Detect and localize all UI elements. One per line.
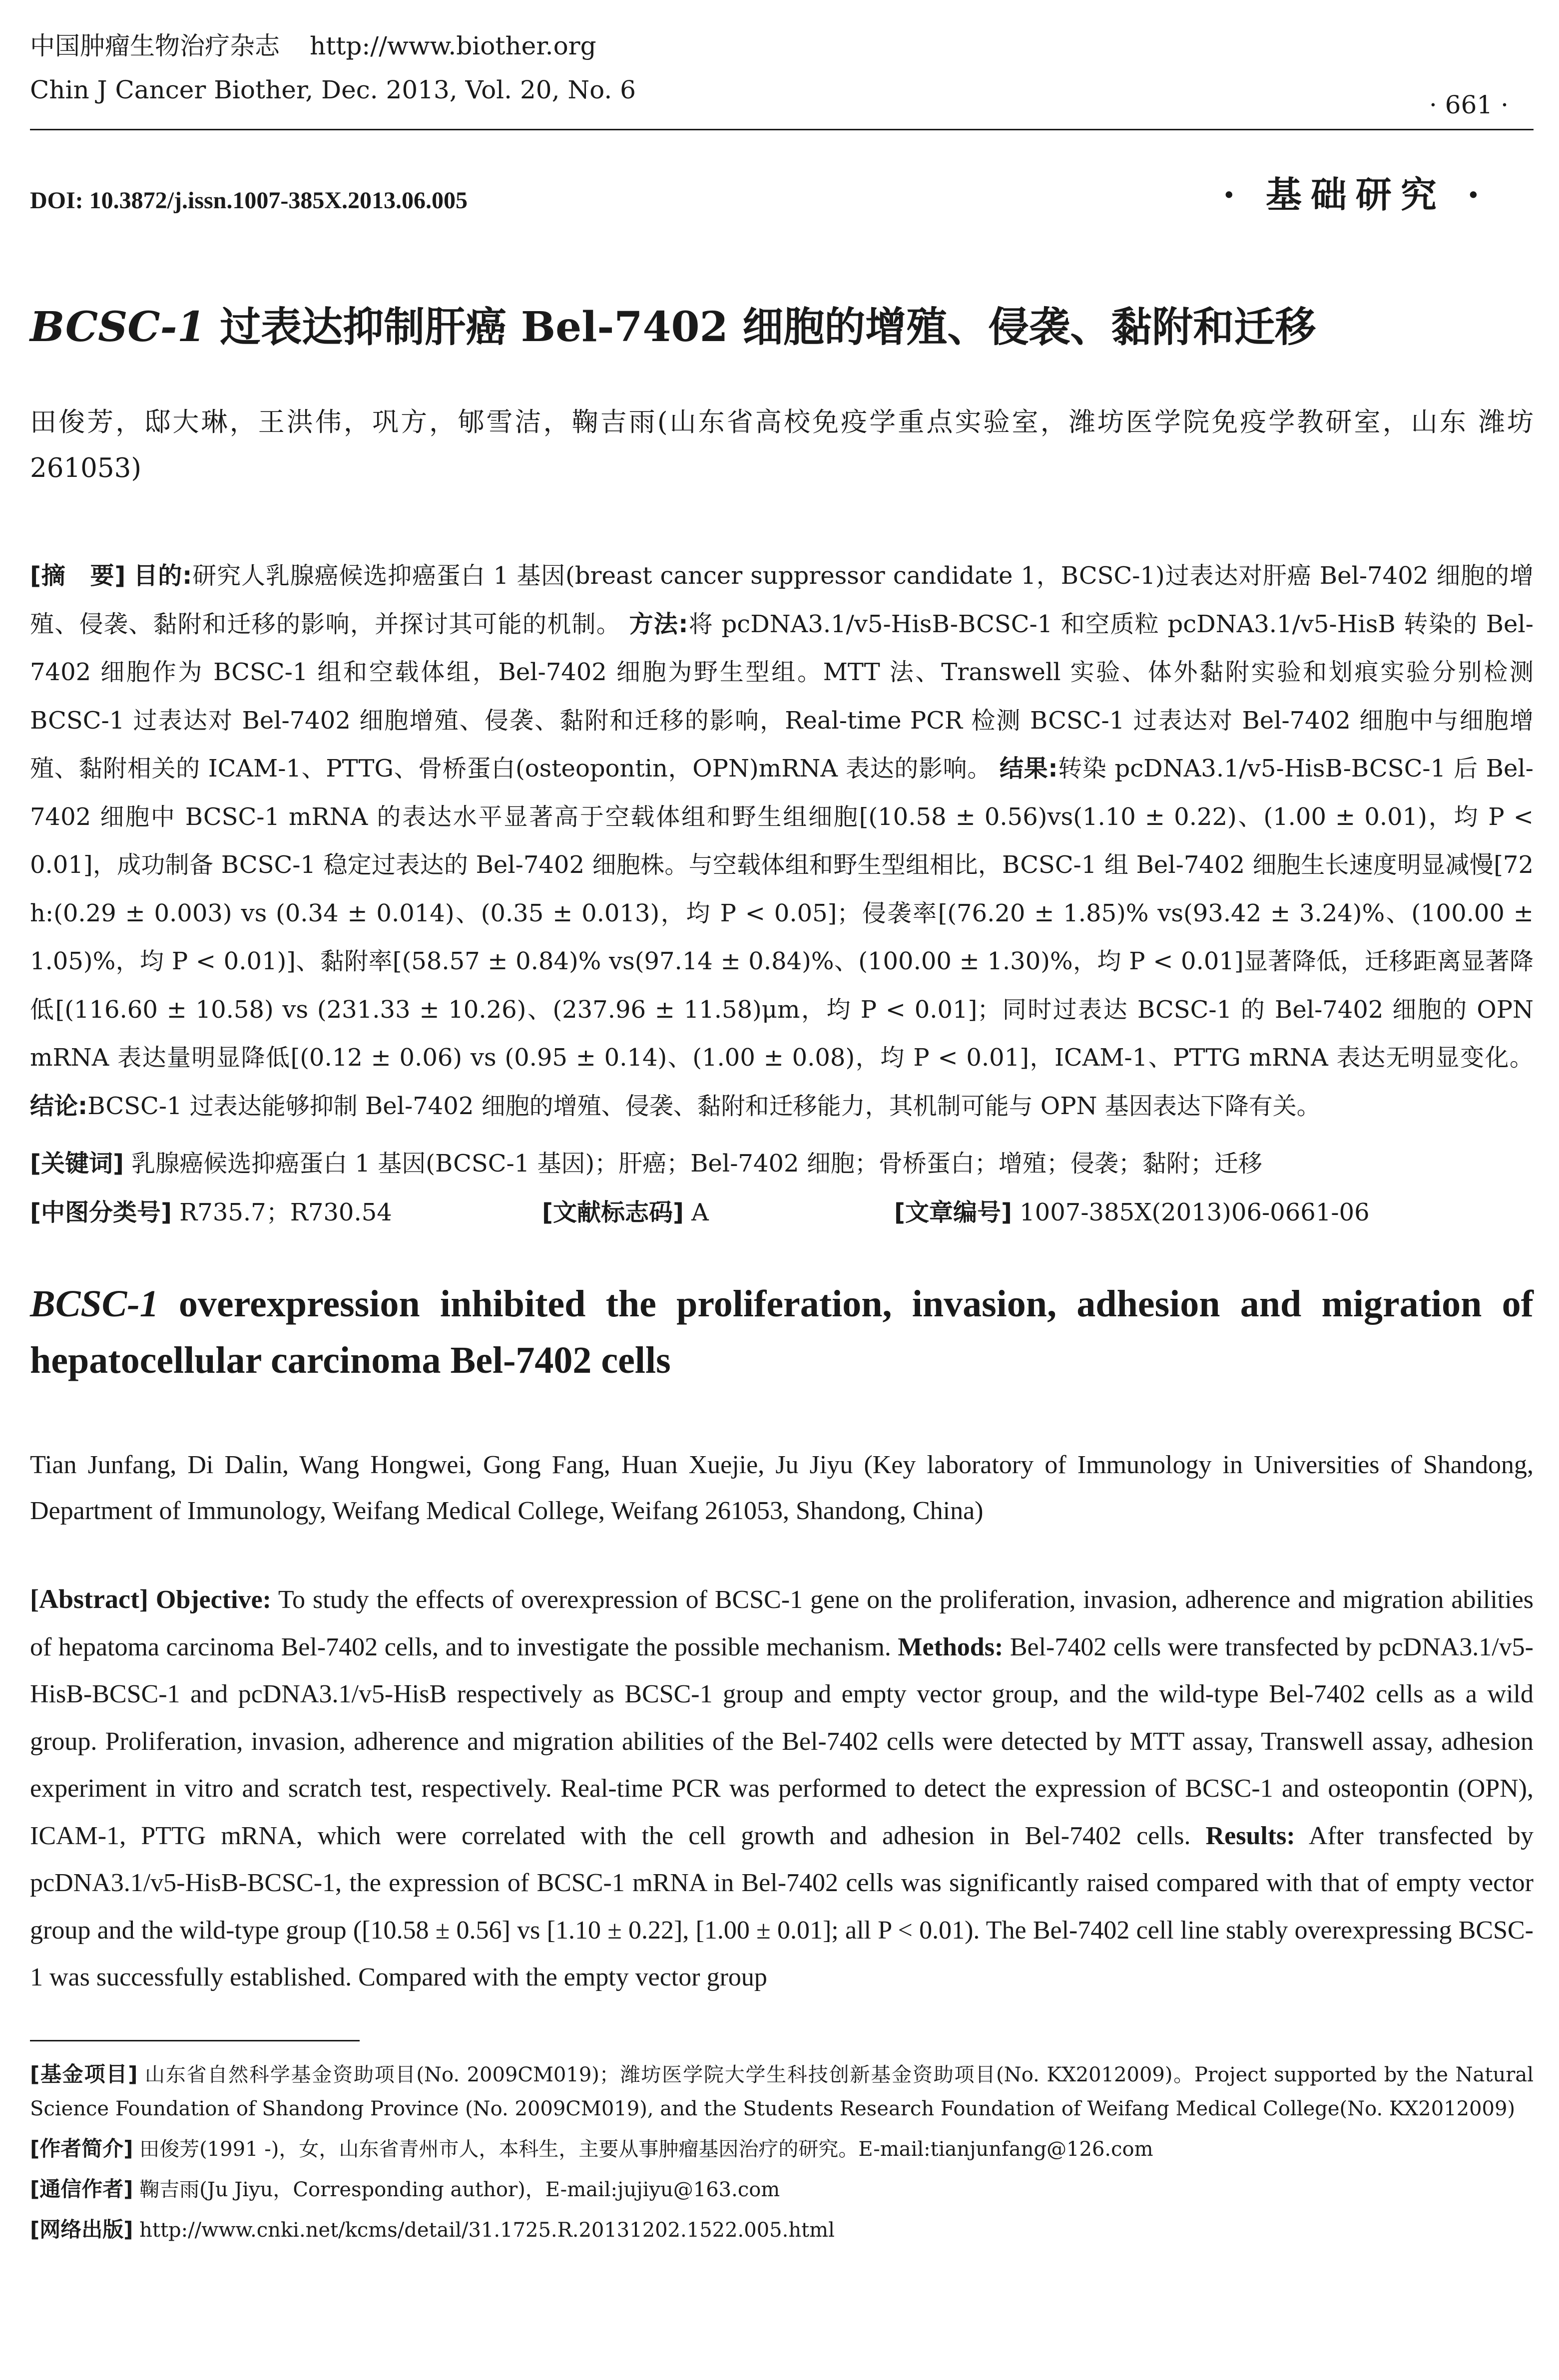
title-en-gene: BCSC-1 bbox=[30, 1283, 159, 1325]
objective-en-label: Objective: bbox=[155, 1586, 271, 1614]
column-label: · 基础研究 · bbox=[1222, 173, 1489, 216]
title-cn bbox=[30, 300, 1316, 355]
results-cn: 转染 pcDNA3.1/v5-HisB-BCSC-1 后 Bel-7402 细胞中 BCSC-1 mRNA 的表达水平显著高于空载体组和野生组细胞[(10.58 ± 0.56)vs(1.10 ± 0.22)、(1.00 ± 0.01)，均 P < 0.01]，成功制备 BCSC-1 稳定过表达的 Bel-7402 细胞株。与空载体组和野生型组相比，BCSC-1 组 Bel-7402 细胞生长速度明显减慢[72 h:(0.29 ± 0.003) vs (0.34 ± 0.014)、(0.35 ± 0.013)，均 P < 0.05]；侵袭率[(76.20 ± 1.85)% vs(93.42 ± 3.24)%、(100.00 ± 1.05)%，均 P < 0.01)]、黏附率[(58.57 ± 0.84)% vs(97.14 ± 0.84)%、(100.00 ± 1.30)%，均 P < 0.01]显著降低，迁移距离显著降低[(116.60 ± 10.58) vs (231.33 ± 10.26)、(237.96 ± 11.58)μm，均 P < 0.01]；同时过表达 BCSC-1 的 Bel-7402 细胞的 OPN mRNA 表达量明显降低[(0.12 ± 0.06) vs (0.95 ± 0.14)、(1.00 ± 0.08)，均 P < 0.01]，ICAM-1、PTTG mRNA 表达无明显变化。 bbox=[30, 755, 1534, 1072]
footnote-online bbox=[30, 2213, 1534, 2247]
keywords-cn bbox=[30, 1146, 1534, 1181]
fund-text: 山东省自然科学基金资助项目(No. 2009CM019)；潍坊医学院大学生科技创新基金资助项目(No. KX2012009)。Project supported by the Natural Science Foundation of Shandong Province (No. 2009CM019), and the Students Research Foundation of Weifang Medical College(No. KX2012009) bbox=[30, 2063, 1534, 2120]
paper-page bbox=[30, 0, 1534, 2380]
articleno-label: [文章编号] bbox=[894, 1198, 1012, 1226]
articleno-group bbox=[894, 1195, 1370, 1230]
online-label: [网络出版] bbox=[30, 2217, 133, 2242]
authors-en: Tian Junfang, Di Dalin, Wang Hongwei, Gong Fang, Huan Xuejie, Ju Jiyu (Key laboratory of Immunology in Universities of Shandong, Department of Immunology, Weifang Medical College, Weifang 261053, Shandong, China) bbox=[30, 1451, 1534, 1525]
clc-group bbox=[30, 1198, 392, 1226]
conclusion-cn: BCSC-1 过表达能够抑制 Bel-7402 细胞的增殖、侵袭、黏附和迁移能力，其机制可能与 OPN 基因表达下降有关。 bbox=[87, 1092, 1321, 1120]
title-cn-gene: BCSC-1 bbox=[30, 303, 206, 351]
objective-cn-label: 目的: bbox=[133, 562, 192, 590]
author-label: [作者简介] bbox=[30, 2136, 133, 2161]
articleno-value: 1007-385X(2013)06-0661-06 bbox=[1020, 1198, 1370, 1226]
footnote-corresponding bbox=[30, 2172, 1534, 2207]
methods-cn: 将 pcDNA3.1/v5-HisB-BCSC-1 和空质粒 pcDNA3.1/v5-HisB 转染的 Bel-7402 细胞作为 BCSC-1 组和空载体组，Bel-7402 细胞为野生型组。MTT 法、Transwell 实验、体外黏附实验和划痕实验分别检测 BCSC-1 过表达对 Bel-7402 细胞增殖、侵袭、黏附和迁移的影响，Real-time PCR 检测 BCSC-1 过表达对 Bel-7402 细胞中与细胞增殖、黏附相关的 ICAM-1、PTTG、骨桥蛋白(osteopontin，OPN)mRNA 表达的影响。 bbox=[30, 610, 1534, 783]
objective-en: To study the effects of overexpression of BCSC-1 gene on the proliferation, invasion, adherence and migration abilities of hepatoma carcinoma Bel-7402 cells, and to investigate the possible mechanism. bbox=[30, 1586, 1534, 1661]
footnote-author bbox=[30, 2132, 1534, 2166]
title-en-rest: overexpression inhibited the proliferation, invasion, adhesion and migration of hepatocellular carcinoma Bel-7402 cells bbox=[30, 1283, 1534, 1381]
journal-url: http://www.biother.org bbox=[310, 31, 596, 60]
corr-label: [通信作者] bbox=[30, 2177, 133, 2201]
doccode-label: [文献标志码] bbox=[542, 1198, 684, 1226]
doi: DOI: 10.3872/j.issn.1007-385X.2013.06.005 bbox=[30, 187, 468, 214]
methods-cn-label: 方法: bbox=[629, 610, 688, 638]
conclusion-cn-label: 结论: bbox=[30, 1092, 88, 1120]
running-header-line1 bbox=[30, 31, 596, 61]
footnote-rule bbox=[30, 2040, 360, 2041]
doccode-group bbox=[542, 1195, 709, 1230]
clc-value: R735.7；R730.54 bbox=[179, 1198, 392, 1226]
methods-en-label: Methods: bbox=[898, 1632, 1004, 1661]
methods-en: Bel-7402 cells were transfected by pcDNA3.1/v5-HisB-BCSC-1 and pcDNA3.1/v5-HisB respectively as BCSC-1 group and empty vector group, and the wild-type Bel-7402 cells as a wild group. Proliferation, invasion, adherence and migration abilities of the Bel-7402 cells were detected by MTT assay, Transwell assay, adhesion experiment in vitro and scratch test, respectively. Real-time PCR was performed to detect the expression of BCSC-1 and osteopontin (OPN), ICAM-1, PTTG mRNA, which were correlated with the cell growth and adhesion in Bel-7402 cells. bbox=[30, 1632, 1534, 1850]
footnotes bbox=[30, 2057, 1534, 2253]
results-cn-label: 结果: bbox=[1000, 755, 1058, 783]
abstract-cn-label: [摘 要] bbox=[30, 562, 126, 590]
journal-name-cn: 中国肿瘤生物治疗杂志 bbox=[30, 31, 280, 60]
keywords-cn-label: [关键词] bbox=[30, 1150, 124, 1178]
journal-name-en: Chin J Cancer Biother, Dec. 2013, Vol. 20, No. 6 bbox=[30, 75, 636, 104]
fund-label: [基金项目] bbox=[30, 2062, 138, 2086]
classification-line bbox=[30, 1195, 1534, 1230]
header-rule bbox=[30, 129, 1534, 130]
corr-text: 鞠吉雨(Ju Jiyu，Corresponding author)，E-mail:jujiyu@163.com bbox=[139, 2178, 780, 2201]
doccode-value: A bbox=[691, 1198, 709, 1226]
title-en bbox=[30, 1276, 1534, 1389]
footnote-fund bbox=[30, 2057, 1534, 2126]
objective-cn: 研究人乳腺癌候选抑癌蛋白 1 基因(breast cancer suppressor candidate 1，BCSC-1)过表达对肝癌 Bel-7402 细胞的增殖、侵袭、黏附和迁移的影响，并探讨其可能的机制。 bbox=[30, 562, 1534, 638]
authors-cn: 田俊芳，邸大琳，王洪伟，巩方，郇雪洁，鞠吉雨(山东省高校免疫学重点实验室，潍坊医学院免疫学教研室，山东 潍坊 261053) bbox=[30, 407, 1534, 483]
page-number: · 661 · bbox=[1429, 90, 1509, 119]
abstract-en-label: [Abstract] bbox=[30, 1584, 148, 1614]
abstract-cn bbox=[30, 552, 1534, 1130]
author-text: 田俊芳(1991 -)，女，山东省青州市人，本科生，主要从事肿瘤基因治疗的研究。E-mail:tianjunfang@126.com bbox=[139, 2138, 1153, 2161]
clc-label: [中图分类号] bbox=[30, 1198, 172, 1226]
abstract-en bbox=[30, 1576, 1534, 2001]
results-en: After transfected by pcDNA3.1/v5-HisB-BCSC-1, the expression of BCSC-1 mRNA in Bel-7402 cells was significantly raised compared with that of empty vector group and the wild-type group ([10.58 ± 0.56] vs [1.10 ± 0.22], [1.00 ± 0.01]; all P < 0.01). The Bel-7402 cell line stably overexpressing BCSC-1 was successfully established. Compared with the empty vector group bbox=[30, 1821, 1534, 1991]
online-link[interactable]: http://www.cnki.net/kcms/detail/31.1725.R.20131202.1522.005.html bbox=[139, 2219, 835, 2242]
title-cn-rest: 过表达抑制肝癌 Bel-7402 细胞的增殖、侵袭、黏附和迁移 bbox=[205, 303, 1316, 351]
keywords-cn-text: 乳腺癌候选抑癌蛋白 1 基因(BCSC-1 基因)；肝癌；Bel-7402 细胞；骨桥蛋白；增殖；侵袭；黏附；迁移 bbox=[131, 1150, 1262, 1178]
results-en-label: Results: bbox=[1205, 1821, 1295, 1850]
